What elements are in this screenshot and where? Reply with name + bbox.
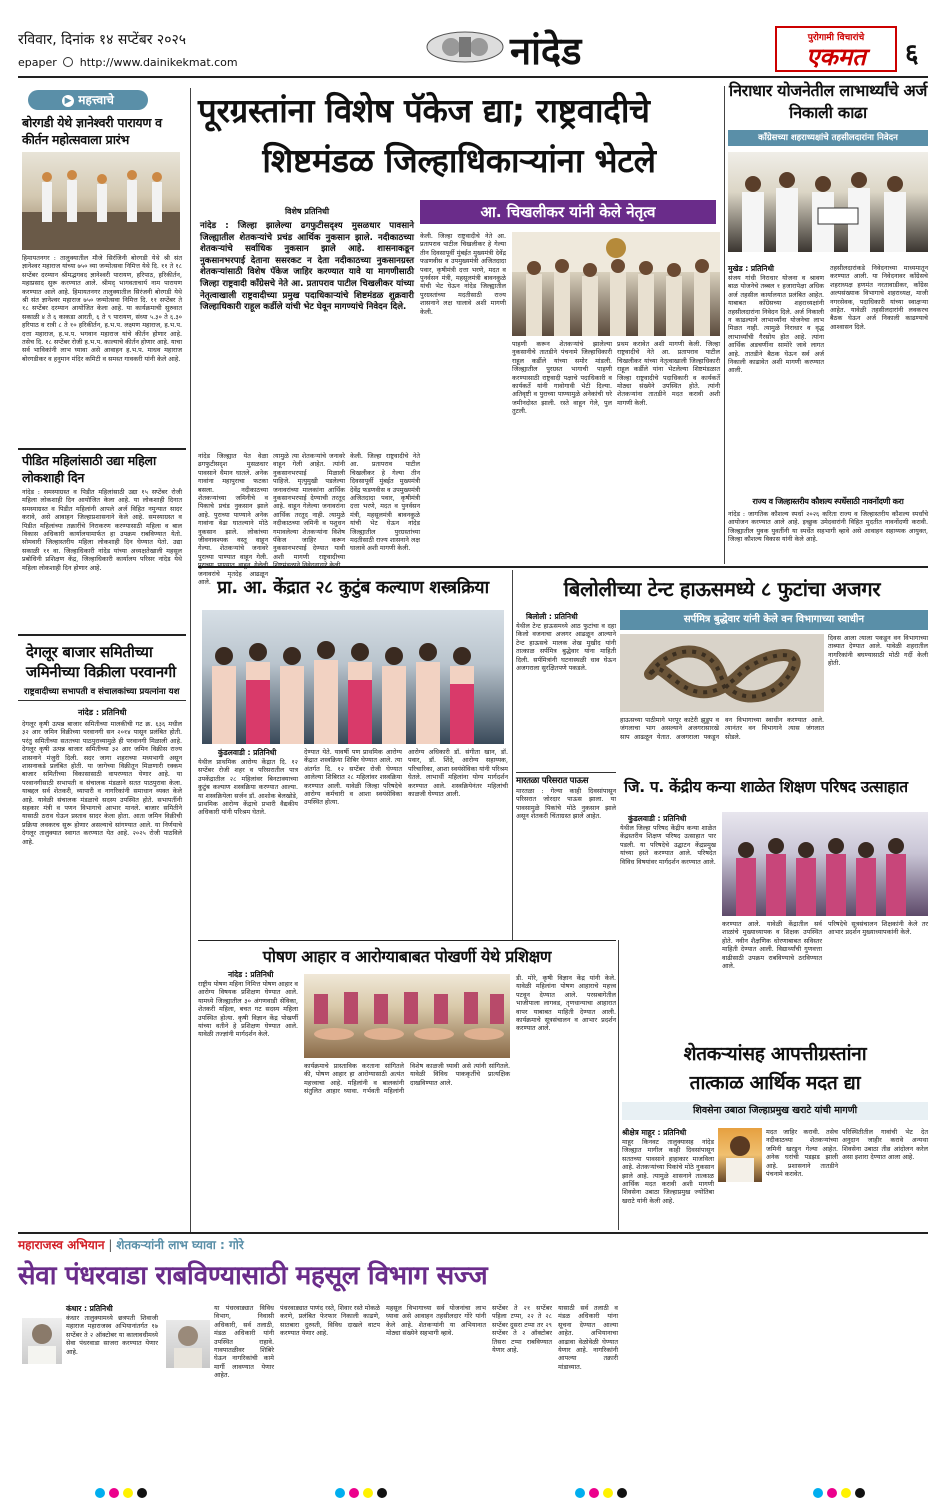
bottom-body1: कंधार तालुक्यामध्ये छत्रपती शिवाजी महाराज महाराजस्व अभियानांतर्गत १७ सप्टेंबर ते २ ऑक्टोबर या कालावधीमध्ये सेवा पंधरवाडा साजरा करण्यात येणार आहे. — [66, 1314, 158, 1356]
bottom-body4: महसूल विभागाच्या सर्व योजनांचा लाभ घ्यावा असे आवाहन तहसीलदार गोरे यांनी केले आहे. शेतकऱ्यांनी या अभियानात मोठ्या संख्येने सहभागी व्हावे. — [386, 1304, 486, 1338]
poshan-body2: कार्यक्रमाचे प्रास्ताविक करताना सांगितले की, पोषण आहार हा आरोग्यासाठी अत्यंत महत्त्वाचा आहे. महिलांनी व बालकांनी संतुलित आहार घ्यावा. गर्भवती महिलांनी विशेष काळजी घ्यावी असे त्यांनी सांगितले. यावेळी विविध पाककृतींचे प्रात्यक्षिक दाखविण्यात आले. — [304, 1062, 510, 1096]
lead-photo — [512, 232, 720, 336]
poshan-photo — [304, 974, 510, 1058]
story3-headline: देगलूर बाजार समितीच्या जमिनीच्या विक्रीला परवानगी — [26, 643, 176, 681]
pra-headline: प्रा. आ. केंद्रात २८ कुटुंब कल्याण शस्त्रक्रिया — [217, 578, 489, 598]
lead-headline-line1: पूरग्रस्तांना विशेष पॅकेज द्या; राष्ट्रवादीचे — [198, 91, 650, 130]
poshan-body1: राष्ट्रीय पोषण महिना निमित्त पोषण आहार व आरोग्य विषयक प्रशिक्षण घेण्यात आले. यामध्ये जिल्ह्यातील ३० अंगणवाडी सेविका, शेतकरी महिला, बचत गट सदस्य महिला उपस्थित होत्या. कृषी विज्ञान केंद्र पोखर्णी यांच्या वतीने हे प्रशिक्षण घेण्यात आले. यावेळी तज्ज्ञांनी मार्गदर्शन केले. — [198, 980, 298, 1039]
python-byline: बिलोली : प्रतिनिधी — [526, 612, 578, 621]
bottom-tagline: शेतकऱ्यांनी लाभ घ्यावा : गोरे — [116, 1238, 244, 1252]
bottom-body6: यासाठी सर्व तलाठी व मंडळ अधिकारी यांना सूचना देण्यात आल्या आहेत. अभियानाचा आढावा वेळोवेळी घेण्यात येणार आहे. नागरिकांनी आपल्या तक्रारी मांडाव्यात. — [558, 1304, 618, 1371]
lead-intro: नांदेड : जिल्हा झालेल्या ढगफुटीसदृश्य मुसळधार पावसाने जिल्ह्यातील शेतकऱ्यांचे प्रचंड आर्थिक नुकसान झाले. नदीकाठच्या शेतकऱ्यांचे सर्वाधिक नुकसान झाले आहे. शासनाकडून नुकसानभरपाई देताना ससरकट न देता नदीकाठच्या नुकसानग्रस्त शेतकऱ्यांसाठी विशेष पॅकेज जाहिर करण्यात यावे या मागणीसाठी जिल्हा राष्ट्रवादी काँग्रेसचे नेते आ. प्रतापराव पाटील चिखलीकर यांच्या नेतृत्वाखाली राष्ट्रवादीच्या प्रमुख पदाधिकाऱ्यांचे शिष्टमंडळ शुक्रवारी जिल्हाधिकारी राहूल कर्डीले यांची भेट घेवून मागण्यांचे निवेदन दिले. — [200, 221, 414, 313]
bottom-tag-sep: | — [108, 1238, 113, 1252]
story3-body: देगलूर कृषी उत्पन्न बाजार समितीच्या मालकीची गट क्र. ६३६ मधील ३२ आर जमिन विक्रीच्या परवानगी सन २०१४ पासून प्रलंबित होती. परंतु समितीच्या सततच्या पाठपुराव्यामुळे ही परवानगी मिळाली आहे. देगलूर कृषी उत्पन्न बाजार समितीच्या ३२ आर जमिन विक्रीस राज्य शासनाने मंजुरी दिली. सदर जागा शहराच्या मध्यभागी असून शासनाकडे प्रलंबित होती. या जागेच्या विक्रीतून मिळणारी रक्कम बाजार समितीच्या विकासासाठी वापरण्यात येणार आहे. या परवानगीसाठी सभापती व संचालक मंडळाने सतत पाठपुरावा केला. याबद्दल सर्व शेतकरी, व्यापारी व नागरिकांनी समाधान व्यक्त केले आहे. यावेळी संचालक मंडळाचे सदस्य उपस्थित होते. सभापतींनी सहकार मंत्री व पणन विभागाचे आभार मानले. बाजार समितीने यासाठी ठराव घेऊन प्रस्ताव सादर केला होता. आता जमिन विक्रीची प्रक्रिया लवकरच सुरू होणार असल्याचे सांगण्यात आले. या निर्णयाचे देगलूर तालुक्यात स्वागत करण्यात येत आहे. २०२५ रोजी पाठविले आहे. — [22, 720, 182, 846]
shiv-byline: श्रीक्षेत्र माहूर : प्रतिनिधी — [622, 1128, 687, 1137]
python-body1: येथील टेन्ट हाऊसमध्ये आठ फुटांचा व दहा किलो वजनाचा अजगर आढळून आल्याने टेन्ट हाऊसचे मालक शेख मुखीद यांनी तात्काळ सर्पमित्र बुद्धेवार यांना माहिती दिली. सर्पमित्रांनी घटनास्थळी धाव घेऊन अजगराला सुरक्षितपणे पकडले. — [516, 622, 616, 673]
jp-byline: कुंडलवाडी : प्रतिनिधी — [628, 814, 687, 823]
left-column — [18, 88, 186, 1228]
jp-body1: येथील जिल्हा परिषद केंद्रीय कन्या शाळेत केंद्रस्तरीय शिक्षण परिषद उत्साहात पार पडली. या परिषदेचे उद्घाटन केंद्रप्रमुख यांच्या हस्ते करण्यात आले. परिषदेत विविध विषयांवर मार्गदर्शन करण्यात आले. — [620, 824, 716, 866]
poshan-headline: पोषण आहार व आरोग्याबाबत पोखर्णी येथे प्रशिक्षण — [262, 947, 552, 966]
shiv-headline-2: तात्काळ आर्थिक मदत द्या — [689, 1072, 861, 1094]
story3-block — [18, 634, 186, 1234]
epaper-url[interactable]: http://www.dainikekmat.com — [79, 56, 238, 69]
shiv-kicker: शिवसेना उबाठा जिल्हाप्रमुख खराटे यांची मागणी — [622, 1102, 928, 1120]
poshan-story — [198, 942, 616, 1142]
shiv-body3: परिस्थितीतील गावांची भेट देत अनुदान जाहीर करावे अन्यथा शिवसेना उबाठा तीव्र आंदोलन करेल असा इशारा देण्यात आला आहे. — [842, 1128, 928, 1162]
section-title: नांदेड — [510, 29, 582, 73]
brand-box — [775, 26, 897, 72]
lead-kicker: आ. चिखलीकर यांनी केले नेतृत्व — [420, 200, 716, 224]
page-number: ६ — [905, 39, 919, 69]
python-body3: दिवस आला त्याला पकडून वन विभागाच्या ताब्यात देण्यात आले. यावेळी शहरातील नागरिकांनी बघण्यासाठी मोठी गर्दी केली होती. — [828, 634, 928, 668]
mid-divider-1 — [512, 570, 513, 940]
nirdhar-sub: काँग्रेसच्या शहराध्यक्षांचे तहसीलदारांना निवेदन — [728, 130, 928, 146]
bottom-body2: या पंधरवाड्यात विविध विभाग, निवासी अधिकारी, सर्व तलाठी, मंडळ अधिकारी यांनी उपस्थित राहावे. गावपातळीवर शिबिरे घेऊन नागरिकांची कामे मार्गी लावण्यात येणार आहेत. — [214, 1304, 274, 1380]
date-line: रविवार, दिनांक १४ सप्टेंबर २०२५ — [18, 32, 187, 48]
bottom-headline: सेवा पंधरवाडा राबविण्यासाठी महसूल विभाग सज्ज — [18, 1261, 488, 1291]
shiv-photo — [718, 1128, 762, 1182]
arrow-icon: ▶ — [62, 95, 74, 107]
masthead — [0, 0, 945, 88]
epaper-line — [18, 56, 238, 69]
rain-brief — [516, 772, 616, 872]
python-body2: हाऊसच्या पाठीमागे भरपूर काटेरी झुडूप व जंगलाचा भाग असल्याने अजगरासारखे साप आढळून येतात. अजगराला पकडून वन विभागाच्या स्वाधीन करण्यात आले. त्यानंतर वन विभागाने त्यास जंगलात सोडले. — [620, 716, 824, 741]
bottom-body5: सप्टेंबर ते २१ सप्टेंबर पहिला टप्पा, २२ ते २८ सप्टेंबर दुसरा टप्पा तर २९ सप्टेंबर ते २ ऑक्टोबर तिसरा टप्पा राबविण्यात येणार आहे. — [492, 1304, 552, 1355]
color-registration-bar — [90, 1484, 870, 1496]
skill-brief-head: राज्य व जिल्हास्तरीय कौशल्य स्पर्धेसाठी नावनोंदणी करा — [752, 497, 904, 506]
shiv-headline-1: शेतकऱ्यांसह आपत्तीग्रस्तांना — [683, 1043, 867, 1065]
brand-tagline: पुरोगामी विचारांचे — [807, 33, 865, 43]
python-kicker: सर्पमित्र बुद्धेवार यांनी केले वन विभागाच्या स्वाधीन — [620, 610, 928, 630]
pra-body1: येथील प्राथमिक आरोग्य केंद्रात दि. १२ सप्टेंबर रोजी शहर व परिसरातील पात्र उपकेंद्रातील २८ महिलांवर बिनटाक्याच्या कुटुंब कल्याण शस्त्रक्रिया करण्यात आल्या. या शस्त्रक्रियेला सर्जन डॉ. आशोक बेलखोडे, प्राथमिक आरोग्य केंद्राचे प्रभारी वैद्यकीय अधिकारी यांनी परिश्रम घेतले. — [198, 758, 298, 817]
shiv-story — [622, 1040, 928, 1230]
lead-body-col5: प्रथम करावेत अशी मागणी केली. जिल्हा राष्ट्रवादीचे नेते आ. प्रतापराव पाटील चिखलीकर यांच्या नेतृत्वाखाली जिल्हाधिकारी राहूल कर्डीले यांना भेटलेल्या शिष्टमंडळात जिल्हा राष्ट्रवादीचे पदाधिकारी व कार्यकर्ते मोठ्या संख्येने उपस्थित होते. त्यांनी शेतकऱ्यांना तातडीने मदत करावी अशी मागणी केली. — [617, 340, 720, 407]
mid-rule-2 — [198, 940, 616, 941]
bottom-byline: कंधार : प्रतिनिधी — [66, 1304, 113, 1313]
story2-headline-bar — [18, 448, 186, 484]
epaper-label: epaper — [18, 56, 57, 69]
bottom-tag: महाराजस्व अभियान — [18, 1238, 105, 1252]
nirdhar-body2: तहसीलदारांकडे निवेदनाच्या माध्यमातून करण्यात आली. या निवेदनावर काँग्रेसचे शहराध्यक्ष हणमंत नरतावाडीकर, काँग्रेस अल्पसंख्याक विभागाचे शहराध्यक्ष, माजी नगरसेवक, पदाधिकारी यांच्या स्वाक्षऱ्या आहेत. यावेळी तहसीलदारांनी लवकरच बैठक घेऊन अर्ज निकाली काढण्याचे आश्वासन दिले. — [830, 264, 928, 331]
pra-body3: आरोग्य अधिकारी डॉ. संगीता खान, डॉ. पवार, डॉ. शिंदे, आरोग्य सहाय्यक, परिचारिका, आशा स्वयंसेविका यांनी परिश्रम घेतले. लाभार्थी महिलांना योग्य मार्गदर्शन करण्यात आले. शस्त्रक्रियेनंतर महिलांची काळजी घेण्यात आली. — [408, 748, 508, 799]
story1-headline: बोरगडी येथे ज्ञानेश्वरी पारायण व कीर्तन महोत्सवाला प्रारंभ — [22, 115, 162, 147]
bottom-photo-1 — [22, 1318, 62, 1364]
jp-body2: करण्यात आले. यावेळी केंद्रातील सर्व शाळांचे मुख्याध्यापक व शिक्षक उपस्थित होते. नवीन शैक्षणिक धोरणाबाबत सविस्तर माहिती देण्यात आली. विद्यार्थ्यांची गुणवत्ता वाढीसाठी उपक्रम राबविण्याचे ठरविण्यात आले. — [722, 920, 822, 971]
story3-byline: नांदेड : प्रतिनिधी — [78, 708, 127, 717]
jp-story — [620, 770, 928, 1038]
lead-body-col1: नांदेड जिल्ह्यात येत वेळा ढगफुटीसदृश मुसळधार पावसाने थैमान घातले. अनेक गावांना महापुराचा फटका बसला. नदीकाठच्या शेतकऱ्यांच्या जमिनीचे व पिकाचे प्रचंड नुकसान झाले आहे. पुराच्या पाण्याने अनेक गावांना वेढा घातल्याने मोठे नुकसान झाले. लोकांच्या जीवनावश्यक वस्तू वाहून गेल्या. शेतकऱ्यांचे जनावरे पुराच्या पाण्यात वाहून गेली. जनावरांचे मृतदेह आढळून आले. — [198, 452, 268, 587]
globe-icon — [63, 57, 73, 67]
bottom-photo-2 — [166, 1320, 210, 1368]
poshan-byline: नांदेड : प्रतिनिधी — [228, 970, 274, 979]
nirdhar-body1: संजय गांधी निराधार योजना व श्रावण बाळ योजनेचे तब्बल १ हजारापेक्षा अधिक अर्ज तहसील कार्यालयात प्रलंबित आहेत. याबाबत काँग्रेसच्या शहराध्यक्षांनी तहसीलदारांना निवेदन दिले. अर्ज निकाली न काढल्याने लाभार्थ्यांना योजनेचा लाभ मिळत नाही. त्यामुळे निराधार व वृद्ध लाभार्थ्यांची गैरसोय होत आहे. त्यांना आर्थिक अडचणींना सामोरे जावे लागत आहे. तातडीने बैठक घेऊन सर्व अर्ज निकाली काढावेत अशी मागणी करण्यात आली. — [728, 274, 824, 375]
skill-brief-body: नांदेड : जागतिक कौशल्य स्पर्धा २०२६ करिता राज्य व जिल्हास्तरीय कौशल्य स्पर्धांचे आयोजन करण्यात आले आहे. इच्छुक उमेदवारांनी विहित मुदतीत नावनोंदणी करावी. जिल्ह्यातील युवक युवतींनी या स्पर्धेत सहभागी व्हावे असे आवाहन सहाय्यक आयुक्त, जिल्हा कौशल्य विकास यांनी केले आहे. — [728, 510, 928, 544]
story2-headline: पीडित महिलांसाठी उद्या महिला लोकशाही दिन — [22, 453, 156, 485]
lead-intro-box — [198, 204, 416, 450]
shiv-body2: मदत जाहिर करावी. तसेच नदीकाठच्या शेतकऱ्यांच्या जमिनी खरडून गेल्या आहेत. अनेक घरांची पडझड झाली आहे. प्रशासनाने तातडीने पंचनामे करावेत. — [766, 1128, 838, 1179]
mid-rule-1 — [198, 566, 928, 568]
bottom-story — [18, 1234, 618, 1474]
jp-headline: जि. प. केंद्रीय कन्या शाळेत शिक्षण परिषद उत्साहात — [624, 778, 908, 796]
story1-body: हिमायतनगर : तालुक्यातील मौजे सिरंजिनी बोरगडी येथे श्री संत ज्ञानेश्वर महाराज यांच्या ७५० व्या जन्मोत्सवा निमित्त येथे दि. ११ ते १८ सप्टेंबर दरम्यान श्रीमद्भगवद ज्ञानेश्वरी पारायण, हरिपाठ, हरिकीर्तन, महाप्रसाद सुरू करण्यात आले. श्रीमद् भागवताचार्य नाम पारायण करण्यात आले आहे. हिमायतनगर तालुक्यातील सिरंजनी बोरगडी येथे श्री संत ज्ञानेश्वर महाराज ७५० जन्मोत्सवा निमित्त दि. ११ सप्टेंबर ते १८ सप्टेंबर दरम्यान आयोजित केला आहे. या कार्यक्रमाची सुरुवात सकाळी ४ ते ६ काकडा आरती, ६ ते ९ पारायण, संध्या ५.३० ते ६.३० हरिपाठ व रात्री ८ ते १० हरिकीर्तन, ह.भ.प. लक्ष्मण महाराज, ह.भ.प. दत्ता महाराज, ह.भ.प. भगवान महाराज यांचे कीर्तन होणार आहे. तसेच दि. १८ सप्टेंबर रोजी ह.भ.प. काल्याचे कीर्तन होणार आहे. याचा सर्व भाविकांनी लाभ घ्यावा असे आवाहन ह.भ.प. माधव महाराज बोरगडीकर व हनुमान मंदिर कमिटी व समस्त गावकरी यांनी केले आहे. — [22, 254, 182, 363]
shiv-body1: माहूर किनवट तालुक्यासह नांदेड जिल्ह्यात मागील काही दिवसांपासून सततच्या पावसाने हाहाकार माजविला आहे. शेतकऱ्यांच्या पिकांचे मोठे नुकसान झाले आहे. त्यामुळे शासनाने तात्काळ आर्थिक मदत करावी अशी मागणी शिवसेना उबाठा जिल्हाप्रमुख ज्योतिबा खराटे यांनी केली आहे. — [622, 1138, 714, 1205]
pra-photo — [202, 610, 504, 744]
right-col-divider — [724, 86, 725, 564]
python-story — [516, 570, 928, 770]
story1-photo — [22, 152, 180, 250]
story3-sub: राष्ट्रवादीच्या सभापती व संचालकांच्या प्रयत्नांना यश — [18, 682, 186, 701]
pra-story — [198, 570, 508, 940]
lead-headline — [198, 86, 720, 204]
pra-body2: देण्यात येते. यावर्षी पण प्राथमिक आरोग्य केंद्रात शस्त्रक्रिया शिबिर घेण्यात आले. त्या अंतर्गत दि. १२ सप्टेंबर रोजी घेण्यात आलेल्या शिबिरात २८ महिलांवर शस्त्रक्रिया करण्यात आली. यावेळी जिल्हा परिषदेचे आरोग्य कर्मचारी व आशा स्वयंसेविका उपस्थित होत्या. — [304, 748, 402, 807]
mahatvache-badge — [28, 90, 148, 110]
bottom-tagline-row — [18, 1234, 618, 1256]
brand-name: एकमत — [806, 43, 866, 71]
lead-body-col2: त्यामुळे त्या शेतकऱ्यांचे जनावरे वाहून गेली आहेत. त्यांनी नुकसानभरपाई मिळाली पाहिजे. मृत्युमुखी पडलेल्या जनावरांच्या मालकांना आर्थिक नुकसानभरपाई देण्याची तरतूद आहे. वाहून गेलेल्या जनावरांना आर्थिक तरतूद नाही. त्यामुळे नदीकाठच्या जमिनी व पशुधन गमावलेल्या शेतकऱ्यांना विशेष पॅकेज जाहिर करून नुकसानभरपाई देण्यात यावी अशी मागणी राष्ट्रवादीच्या — [273, 452, 345, 561]
lead-byline: विशेष प्रतिनिधी — [284, 207, 330, 216]
python-headline: बिलोलीच्या टेन्ट हाऊसमध्ये ८ फुटांचा अजगर — [563, 577, 881, 601]
rain-brief-headline: मारतळा परिसरात पाऊस — [516, 772, 616, 787]
mid-divider-2 — [618, 940, 619, 1230]
bottom-body3: पंधरवाड्यात पाणंद रस्ते, शिवार रस्ते मोकळे करणे, प्रलंबित फेरफार निकाली काढणे, सातबारा दुरुस्ती, विविध दाखले वाटप करण्यात येणार आहे. — [280, 1304, 380, 1338]
rain-brief-body: मारतळा : गेल्या काही दिवसांपासून परिसरात जोरदार पाऊस झाला. या पावसामुळे पिकांचे मोठे नुकसान झाले असून शेतकरी चिंताग्रस्त झाले आहेत. — [516, 787, 616, 821]
lead-body-col4: पाहणी करून शेतकऱ्यांचे झालेल्या नुकसानीचे तातडीने पंचनामे जिल्हाधिकारी राहूल कर्डीले यांच्या समोर मांडली. जिल्ह्यातील पुरग्रस्त भागाची पाहणी करण्यासाठी राष्ट्रवादी पक्षाचे पदाधिकारी व कार्यकर्ते यांनी गावोगावी भेटी दिल्या. अतिवृष्टी व पुराच्या पाण्यामुळे अनेकांची घरे जमीनदोस्त झाली. रस्ते वाहून गेले, पुल तुटली. — [512, 340, 612, 416]
lead-body-col3-top: केली. जिल्हा राष्ट्रवादीचे नेते आ. प्रतापराव पाटील चिखलीकर हे गेल्या तीन दिवसापूर्वी मुंबईत मुख्यमंत्री देवेंद्र फडणवीस व उपमुख्यमंत्री अजितदादा पवार, कृषीमंत्री दत्ता भरणे, मदत व पुनर्वसन मंत्री, महसूलमंत्री बावनकुळे यांची भेट घेऊन नांदेड जिल्ह्यातील पुरग्रस्तांच्या मदतीसाठी राज्य शासनाने लक्ष घालावे अशी मागणी केली. — [420, 232, 506, 316]
python-photo — [620, 634, 824, 712]
left-col-divider — [190, 88, 191, 1233]
lead-body-col3: केली. जिल्हा राष्ट्रवादीचे नेते आ. प्रतापराव पाटील चिखलीकर हे गेल्या तीन दिवसापूर्वी मुंबईत मुख्यमंत्री देवेंद्र फडणवीस व उपमुख्यमंत्री अजितदादा पवार, कृषीमंत्री दत्ता भरणे, मदत व पुनर्वसन मंत्री, महसूलमंत्री बावनकुळे यांची भेट घेऊन नांदेड जिल्ह्यातील पुरग्रस्तांच्या मदतीसाठी राज्य शासनाने लक्ष घालावे अशी मागणी केली. — [350, 452, 420, 553]
nirdhar-byline: मुखेड : प्रतिनिधी — [728, 264, 774, 273]
nirdhar-headline: निराधार योजनेतील लाभार्थ्यांचे अर्ज निकाली काढा — [728, 81, 928, 122]
jp-body3: परिषदेचे सूत्रसंचालन शिक्षकांनी केले तर आभार प्रदर्शन मुख्याध्यापकांनी केले. — [828, 920, 928, 937]
nirdhar-story — [728, 78, 928, 564]
logo-emblem — [425, 30, 505, 64]
poshan-body3: डी. मोरे, कृषी विज्ञान केंद्र यांनी केले. यावेळी महिलांना पोषण आहाराचे महत्त्व पटवून देण्यात आले. परसबागेतील भाजीपाला लागवड, तृणधान्याचा आहारात वापर याबाबत माहिती देण्यात आली. कार्यक्रमाचे सूत्रसंचालन व आभार प्रदर्शन करण्यात आले. — [516, 974, 616, 1033]
badge-label: महत्त्वाचे — [78, 93, 114, 107]
story2-body: नांदेड : समस्याग्रस्त व पिडीत महिलांसाठी उद्या १५ सप्टेंबर रोजी महिला लोकशाही दिन आयोजित केला आहे. या लोकशाही दिनात समस्याग्रस्त व पिडीत महिलांनी आपले अर्ज विहित नमुन्यात सादर करावे, असे आवाहन जिल्हाप्रशासनाने केले आहे. समस्याग्रस्त व पिडीत महिलांच्या तक्रारींचे निराकरण करण्यासाठी महिला व बाल विकास अधिकारी कार्यालयामार्फत हा उपक्रम राबविण्यात येतो. सोमवारी जिल्हास्तरीय महिला लोकशाही दिन घेण्यात येतो. उद्या सकाळी ११ वा. जिल्हाधिकारी नांदेड यांच्या अध्यक्षतेखाली महसूल प्रबोधिनी प्रशिक्षण केंद्र, जिल्हाधिकारी कार्यालय परिसर नांदेड येथे महिला लोकशाही दिन होणार आहे. — [22, 488, 182, 572]
pra-byline: कुंडलवाडी : प्रतिनिधी — [218, 748, 277, 757]
nirdhar-photo — [728, 152, 928, 252]
lead-headline-line2: शिष्टमंडळ जिल्हाधिकाऱ्यांना भेटले — [262, 141, 656, 180]
jp-photo — [722, 812, 928, 916]
